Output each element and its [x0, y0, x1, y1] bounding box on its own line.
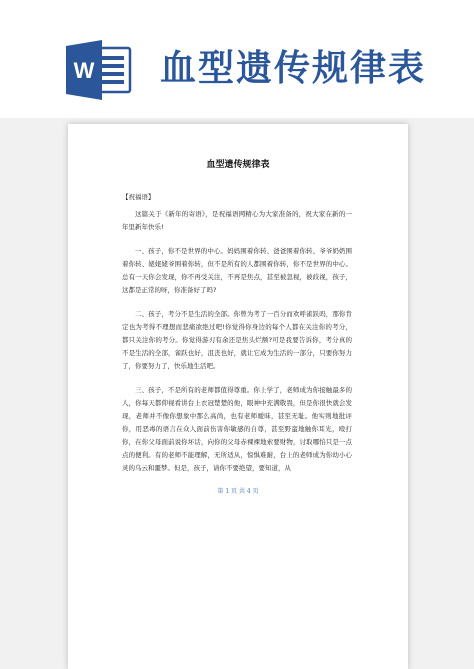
word-app-icon [64, 38, 134, 102]
banner-title: 血型遗传规律表 [160, 47, 427, 89]
document-page [68, 124, 408, 669]
paragraph-intro: 这篇关于《新年的寄语》，是祝福语网精心为大家准备的，祝大家在新的一年里新年快乐! [122, 210, 352, 231]
paragraph-two: 二、孩子，考分不是生活的全部。你曾为考了一百分而欢呼雀跃吗，那你肯定也为考得不理想而悲痛欲绝过吧!你觉得你身边的每个人都在关注你的考分，都只关注你的考分。你觉得游刃有余还是焦头烂额?可是我要告诉你，考分真的不是生活的全部，雀跃也好，沮丧也好，就让它成为生活的一部分，只要你努力了，你要努力了，快乐地生活吧。 [122, 310, 352, 370]
document-title: 血型遗传规律表 [206, 160, 270, 170]
paragraph-three: 三、孩子，不是所有的老师都值得尊重。你上学了，老师成为你接触最多的人，你每天都仰视看讲台上衣冠楚楚的他，眼神中充满敬畏，但是你很快就会发现，老师并不像你想象中那么高尚，也有老师暧昧，甚至无耻。他实则地批评你，用恶毒的语言在众人面前伤害你敏感的自尊，甚至野蛮地触你耳光，殴打你，在你父母面前说你坏话，向你的父母赤裸裸地索要财物，讨取哪怕只是一点点的便利。有的老师不能理解，无所适从，惊惧难耐，台上的老师成为你幼小心灵的乌云和噩梦。但是，孩子，请你不要绝望，要知道，从 [122, 386, 352, 472]
app-banner [0, 0, 474, 118]
word-logo-letter: W [73, 58, 95, 83]
page-number: 第 1 页 共 4 页 [217, 488, 259, 495]
document-tag: 【祝福语】 [122, 193, 155, 201]
paragraph-one: 一、孩子，你不是世界的中心。妈妈围着你转、爸爸围着你转、爷爷奶奶围着你转、姥姥姥爷围着你转，但不是所有的人都围着你转，你不是世界的中心。总有一天你会发现，你不再受关注，不再是焦点，甚至被忽视，被歧视，孩子，这都是正常的呀，你准备好了吗? [122, 247, 352, 294]
document-body [122, 208, 352, 486]
